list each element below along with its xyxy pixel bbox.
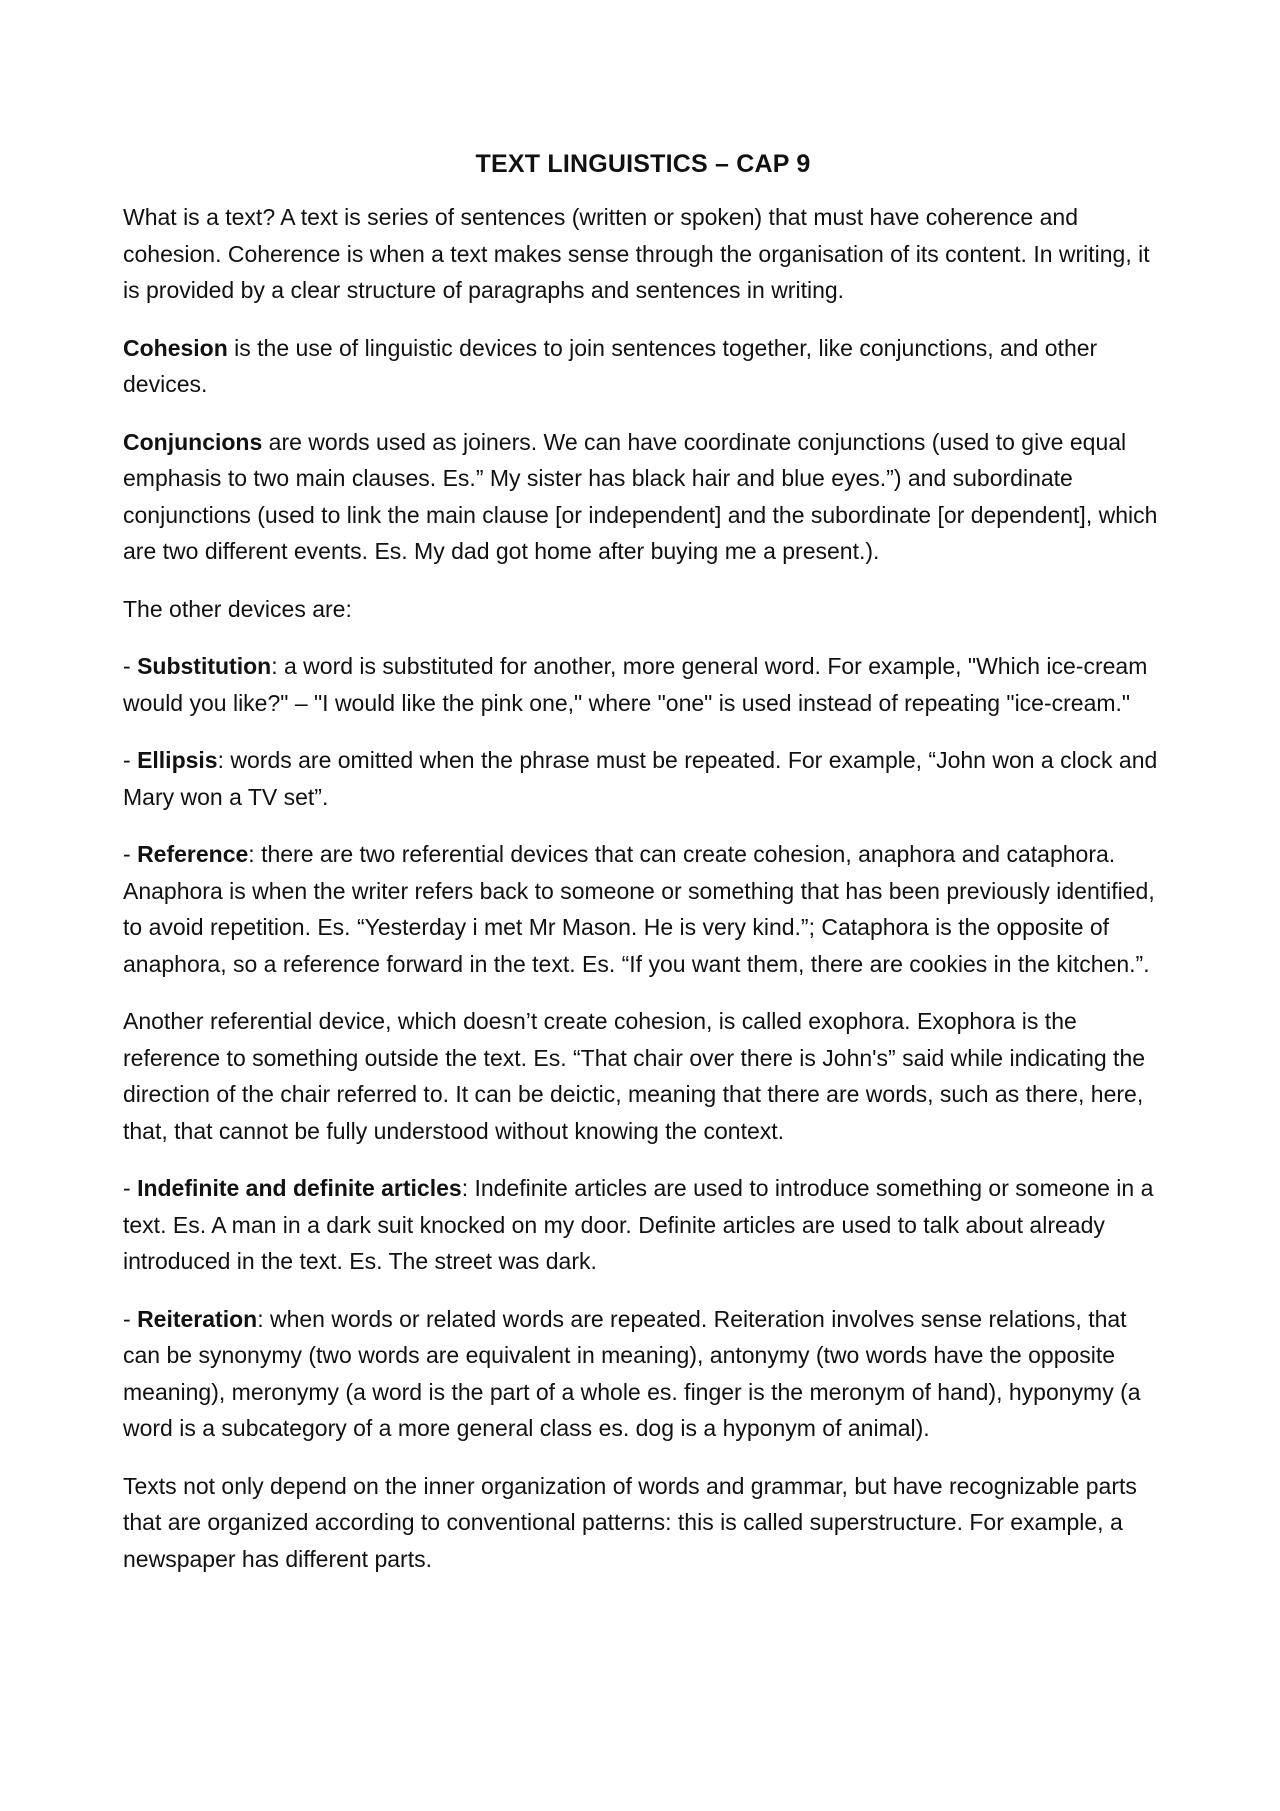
- list-item-reference: [123, 836, 1163, 982]
- paragraph-text: What is a text? A text is series of sentences (written or spoken) that must have coherence and cohesion. Coherence is when a text makes sense through the organisation of its content. In writing, it is provided by a clear structure of paragraphs and sentences in writing.: [123, 204, 1150, 303]
- list-item-substitution: [123, 648, 1163, 721]
- paragraph-text: is the use of linguistic devices to join sentences together, like conjunctions, and other devices.: [123, 334, 1098, 397]
- list-dash: -: [123, 841, 138, 867]
- paragraph-text: : Indefinite articles are used to introduce something or someone in a text. Es. A man in a dark suit knocked on my door. Definite articles are used to talk about already introduced in the text. Es. The street was dark.: [123, 1175, 1154, 1274]
- list-dash: -: [123, 747, 138, 773]
- paragraph-text: are words used as joiners. We can have coordinate conjunctions (used to give equal emphasis to two main clauses. Es.” My sister has black hair and blue eyes.”) and subordinate conjunctions (used to link the main clause [or independent] and the subordinate [or dependent], which are two different events. Es. My dad got home after buying me a present.).: [123, 428, 1158, 564]
- list-dash: -: [123, 1175, 138, 1201]
- paragraph-conjunctions: [123, 424, 1163, 570]
- term-substitution: Substitution: [137, 653, 272, 679]
- list-item-reiteration: [123, 1301, 1163, 1447]
- term-articles: Indefinite and definite articles: [137, 1175, 462, 1201]
- document-page: [123, 152, 1163, 1598]
- list-dash: -: [123, 1305, 138, 1332]
- list-item-articles: [123, 1170, 1163, 1280]
- paragraph-superstructure: [123, 1468, 1163, 1578]
- paragraph-other-devices: [123, 591, 1163, 628]
- term-conjunctions: Conjuncions: [123, 428, 263, 455]
- paragraph-text: : a word is substituted for another, more general word. For example, "Which ice-cream would you like?" – "I would like the pink one," where "one" is used instead of repeating "ice-cream.": [123, 653, 1148, 716]
- term-reiteration: Reiteration: [137, 1305, 258, 1332]
- list-item-ellipsis: [123, 742, 1163, 815]
- paragraph-text: The other devices are:: [123, 595, 352, 622]
- paragraph-cohesion: [123, 330, 1163, 403]
- paragraph-text: Another referential device, which doesn’t create cohesion, is called exophora. Exophora is the reference to something outside the text. Es. “That chair over there is John's” said while indicating the direction of the chair referred to. It can be deictic, meaning that there are words, such as there, here, that, that cannot be fully understood without knowing the context.: [123, 1008, 1146, 1144]
- term-ellipsis: Ellipsis: [137, 747, 218, 773]
- document-title: TEXT LINGUISTICS – CAP 9: [475, 150, 811, 178]
- paragraph-text: : there are two referential devices that can create cohesion, anaphora and cataphora. Anaphora is when the writer refers back to someone or something that has been previously identified, to avoid repetition. Es. “Yesterday i met Mr Mason. He is very kind.”; Cataphora is the opposite of anaphora, so a reference forward in the text. Es. “If you want them, there are cookies in the kitchen.”.: [123, 841, 1155, 977]
- term-reference: Reference: [137, 841, 249, 867]
- list-dash: -: [123, 653, 138, 679]
- paragraph-what-is-a-text: [123, 199, 1163, 309]
- paragraph-text: : when words or related words are repeated. Reiteration involves sense relations, that can be synonymy (two words are equivalent in meaning), antonymy (two words have the opposite meaning), meronymy (a word is the part of a whole es. finger is the meronym of hand), hyponymy (a word is a subcategory of a more general class es. dog is a hyponym of animal).: [123, 1305, 1141, 1441]
- paragraph-exophora: [123, 1003, 1163, 1149]
- paragraph-text: : words are omitted when the phrase must be repeated. For example, “John won a clock and Mary won a TV set”.: [123, 747, 1158, 810]
- paragraph-text: Texts not only depend on the inner organization of words and grammar, but have recognizable parts that are organized according to conventional patterns: this is called superstructure. For example, a newspaper has different parts.: [123, 1472, 1137, 1572]
- term-cohesion: Cohesion: [123, 334, 228, 361]
